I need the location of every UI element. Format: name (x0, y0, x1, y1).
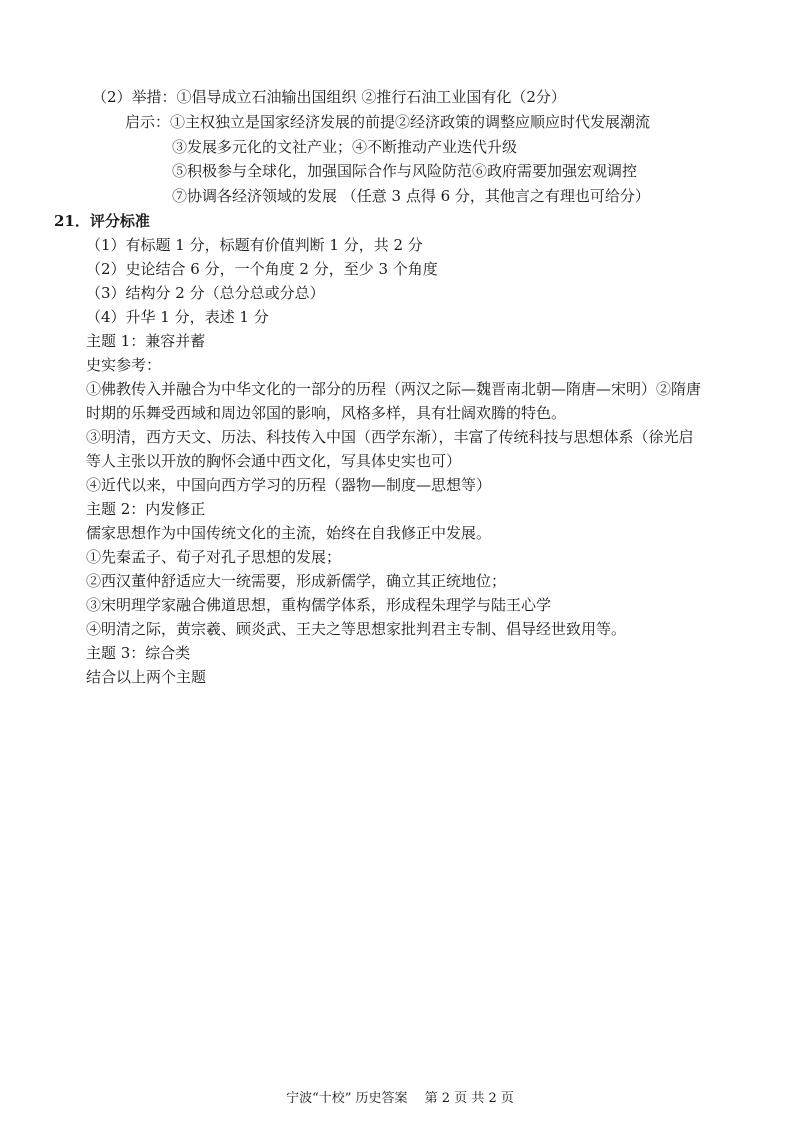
theme3-title: 主题 3：综合类 (86, 644, 191, 662)
q2-insight-line-4: ⑦协调各经济领域的发展 （任意 3 点得 6 分，其他言之有理也可给分） (172, 187, 650, 205)
q2-insight-line-2: ③发展多元化的文社产业；④不断推动产业迭代升级 (172, 138, 518, 156)
criteria-item: （2）史论结合 6 分，一个角度 2 分，至少 3 个角度 (86, 260, 438, 278)
theme1-item: ④近代以来，中国向西方学习的历程（器物—制度—思想等） (86, 476, 492, 494)
theme1-item: 时期的乐舞受西域和周边邻国的影响，风格多样，具有壮阔欢腾的特色。 (86, 404, 567, 422)
theme2-title: 主题 2：内发修正 (86, 500, 206, 518)
theme3-text: 结合以上两个主题 (86, 668, 207, 686)
q2-insight-line-3: ⑤积极参与全球化，加强国际合作与风险防范⑥政府需要加强宏观调控 (172, 162, 638, 180)
criteria-item: （3）结构分 2 分（总分总或分总） (86, 284, 325, 302)
q2-insight-line-1: 启示：①主权独立是国家经济发展的前提②经济政策的调整应顺应时代发展潮流 (125, 113, 651, 131)
q21-heading: 21．评分标准 (54, 212, 150, 230)
theme2-item: ③宋明理学家融合佛道思想，重构儒学体系，形成程朱理学与陆王心学 (86, 596, 552, 614)
facts-label: 史实参考： (86, 356, 162, 374)
page-footer: 宁波“十校” 历史答案 第 2 页 共 2 页 (286, 1091, 514, 1106)
theme2-item: ②西汉董仲舒适应大一统需要，形成新儒学，确立其正统地位； (86, 572, 507, 590)
criteria-item: （1）有标题 1 分，标题有价值判断 1 分，共 2 分 (86, 236, 423, 254)
criteria-item: （4）升华 1 分，表述 1 分 (86, 308, 269, 326)
q2-measures-line: （2）举措：①倡导成立石油输出国组织 ②推行石油工业国有化（2分） (92, 88, 566, 106)
theme1-item: ①佛教传入并融合为中华文化的一部分的历程（两汉之际—魏晋南北朝—隋唐—宋明）②隋唐 (86, 380, 702, 398)
theme1-item: ③明清，西方天文、历法、科技传入中国（西学东渐），丰富了传统科技与思想体系（徐光启 (86, 428, 694, 446)
theme1-title: 主题 1：兼容并蓄 (86, 332, 206, 350)
theme1-item: 等人主张以开放的胸怀会通中西文化，写具体史实也可） (86, 452, 462, 470)
theme2-item: ①先秦孟子、荀子对孔子思想的发展； (86, 548, 342, 566)
theme2-intro: 儒家思想作为中国传统文化的主流，始终在自我修正中发展。 (86, 524, 492, 542)
theme2-item: ④明清之际，黄宗羲、顾炎武、王夫之等思想家批判君主专制、倡导经世致用等。 (86, 620, 627, 638)
